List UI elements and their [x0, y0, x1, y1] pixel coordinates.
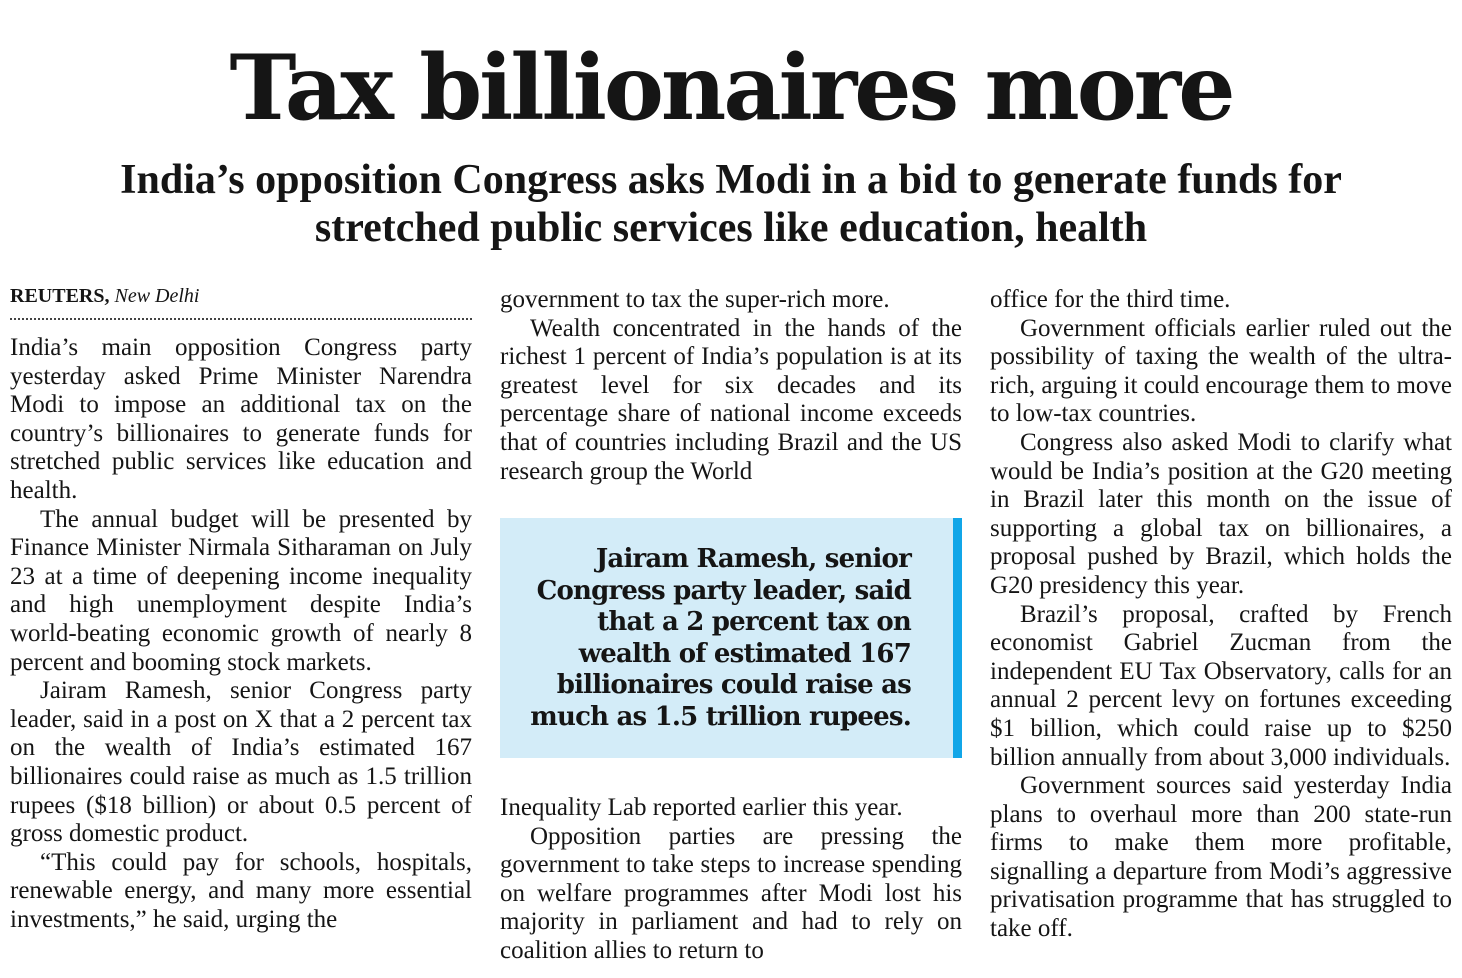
paragraph: “This could pay for schools, hospitals, renewable energy, and many more essential investments,” he said, urging the [10, 848, 472, 933]
article-column-3 [990, 286, 1452, 944]
article-column-2-top [500, 286, 962, 486]
paragraph: Congress also asked Modi to clarify what would be India’s position at the G20 meeting in Brazil later this month on the issue of supporting a global tax on billionaires, a proposal pushed by Brazil, which holds the G20 presidency this year. [990, 428, 1452, 599]
headline: Tax billionaires more [229, 35, 1233, 141]
paragraph: office for the third time. [990, 286, 1231, 313]
paragraph: India’s main opposition Congress party yesterday asked Prime Minister Narendra Modi to impose an additional tax on the country’s billionaires to generate funds for stretched public services like education and health. [10, 334, 472, 504]
paragraph: Opposition parties are pressing the government to take steps to increase spending on welfare programmes after Modi lost his majority in parliament and had to rely on coalition allies to return to [500, 822, 962, 964]
byline-place: New Delhi [114, 285, 200, 307]
byline-agency: REUTERS, [10, 285, 110, 307]
paragraph: Government officials earlier ruled out the possibility of taxing the wealth of the ultra-rich, arguing it could encourage them to move to low-tax countries. [990, 314, 1452, 428]
paragraph: Brazil’s proposal, crafted by French economist Gabriel Zucman from the independent EU Tax Observatory, calls for an annual 2 percent levy on fortunes exceeding $1 billion, which could raise up to $250 billion annually from about 3,000 individuals. [990, 600, 1452, 771]
subheadline: India’s opposition Congress asks Modi in a bid to generate funds for stretched public services like education, health [120, 157, 1342, 251]
pull-quote [500, 518, 962, 758]
paragraph: government to tax the super-rich more. [500, 286, 890, 313]
article-column-1 [10, 286, 472, 934]
paragraph: Inequality Lab reported earlier this year. [500, 794, 903, 821]
paragraph: Jairam Ramesh, senior Congress party leader, said in a post on X that a 2 percent tax on the wealth of India’s estimated 167 billionaires could raise as much as 1.5 trillion rupees ($18 billion) or about 0.5 percent of gross domestic product. [10, 677, 472, 848]
paragraph: Government sources said yesterday India plans to overhaul more than 200 state-run firms to make them more profitable, signalling a departure from Modi’s aggressive privatisation programme that has struggled to take off. [990, 772, 1452, 943]
paragraph: Wealth concentrated in the hands of the richest 1 percent of India’s population is at its greatest level for six decades and its percentage share of national income exceeds that of countries including Brazil and the US research group the World [500, 314, 962, 485]
byline [10, 286, 472, 320]
article-column-2-bottom [500, 794, 962, 966]
paragraph: The annual budget will be presented by Finance Minister Nirmala Sitharaman on July 23 at a time of deepening income inequality and high unemployment despite India’s world-beating economic growth of nearly 8 percent and booming stock markets. [10, 505, 472, 676]
pull-quote-text: Jairam Ramesh, senior Congress party leader, said that a 2 percent tax on wealth of estimated 167 billionaires could raise as much as 1.5 trillion rupees. [530, 544, 911, 732]
